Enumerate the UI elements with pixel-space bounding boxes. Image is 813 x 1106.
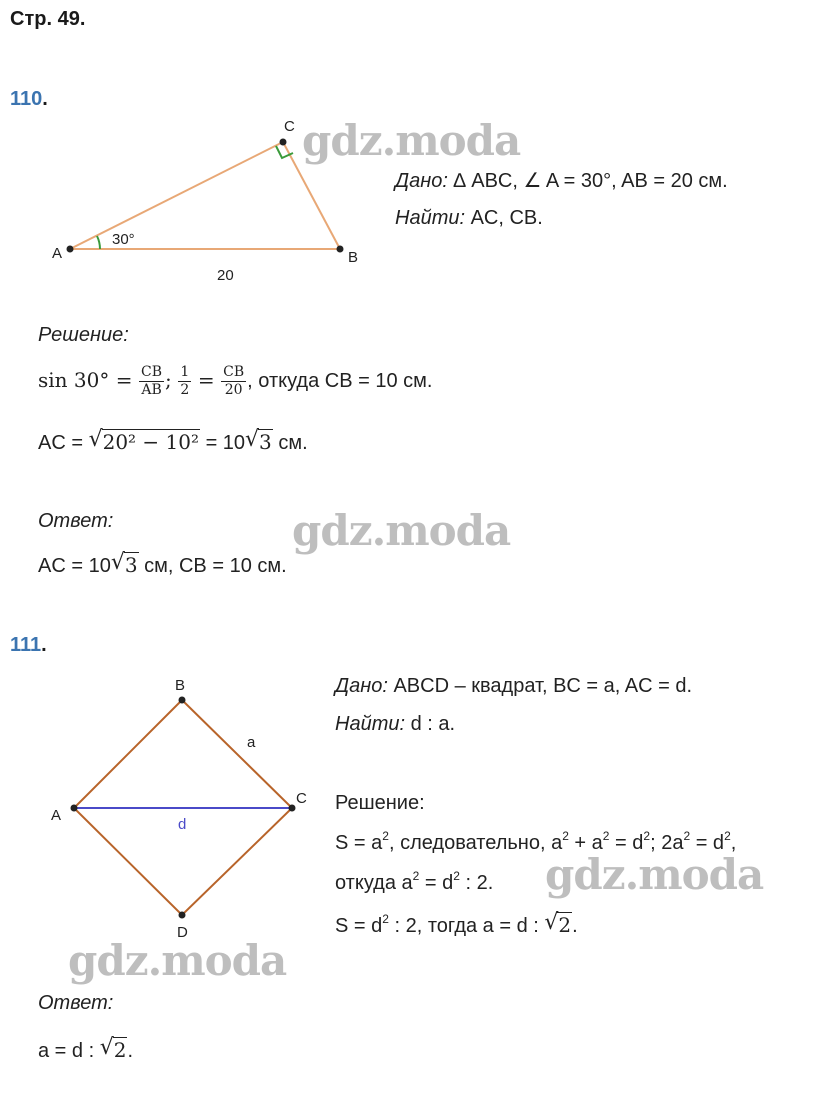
exponent: 2	[683, 829, 691, 843]
answer-text: .	[127, 1040, 134, 1062]
page-header: Стр. 49.	[10, 8, 86, 30]
label-d: D	[177, 924, 188, 941]
solution-line-3	[335, 910, 578, 938]
numerator: 1	[180, 364, 190, 380]
exponent: 2	[412, 869, 420, 883]
solution-text: = d	[419, 872, 454, 894]
radicand: 2	[113, 1038, 127, 1062]
solution-text: ; 2a	[650, 832, 684, 854]
given-text: ABCD – квадрат, BC = a, AC = d.	[393, 675, 693, 697]
square-root: √ 20² − 10²	[88, 427, 199, 454]
watermark: gdz.moda	[545, 850, 764, 899]
fraction	[221, 364, 246, 399]
numerator: CB	[141, 364, 163, 380]
denominator: AB	[141, 382, 162, 398]
watermark: gdz.moda	[292, 506, 511, 555]
answer-line	[38, 550, 287, 578]
task-number-value: 111	[10, 634, 42, 656]
label-a: A	[52, 245, 63, 262]
point-a	[71, 805, 78, 812]
exponent: 2	[724, 829, 731, 843]
find-line	[335, 713, 455, 736]
find-label: Найти:	[335, 713, 406, 735]
label-c: C	[284, 118, 295, 135]
watermark: gdz.moda	[68, 936, 287, 985]
solution-label: Решение:	[38, 324, 129, 346]
solution-line-1	[38, 364, 432, 399]
diagonal-label: d	[178, 816, 187, 833]
exponent: 2	[602, 829, 610, 843]
point-b	[337, 246, 344, 253]
solution-label: Решение:	[335, 792, 425, 814]
answer-text: см, CB = 10 см.	[144, 555, 287, 577]
radicand: 2	[558, 913, 572, 937]
square-root: √ 3	[245, 427, 272, 454]
solution-text: : 2.	[459, 872, 494, 894]
solution-text: AC =	[38, 432, 84, 454]
label-b: B	[175, 677, 186, 694]
square-root: √ 2	[544, 910, 572, 937]
exponent: 2	[643, 829, 651, 843]
radicand: 3	[124, 553, 138, 577]
solution-text: = d	[609, 832, 644, 854]
answer-text: a = d :	[38, 1040, 95, 1062]
solution-text: = d	[690, 832, 725, 854]
solution-text: S = d	[335, 915, 383, 937]
solution-text: S = a	[335, 832, 383, 854]
point-a	[67, 246, 74, 253]
fraction	[139, 364, 164, 399]
solution-text: : 2, тогда a = d :	[388, 915, 539, 937]
find-line	[395, 207, 543, 230]
square-root: √ 3	[110, 550, 138, 577]
solution-text: откуда a	[335, 872, 413, 894]
fraction	[178, 364, 191, 399]
solution-text: .	[572, 915, 578, 937]
angle-arc	[97, 236, 100, 249]
label-b: B	[348, 249, 359, 266]
solution-text: см.	[278, 432, 308, 454]
given-text: ∆ ABC, ∠ A = 30°, AB = 20 см.	[453, 170, 728, 192]
point-d	[179, 912, 186, 919]
task-111-number: 111.	[10, 634, 47, 656]
solution-line-2	[335, 869, 494, 895]
side-ac	[70, 142, 283, 249]
numerator: CB	[223, 364, 245, 380]
exponent: 2	[382, 829, 389, 843]
equals-sign: =	[197, 367, 215, 392]
find-text: AC, CB.	[470, 207, 543, 229]
radicand: 20² − 10²	[102, 430, 199, 454]
answer-label: Ответ:	[38, 992, 114, 1014]
answer-line	[38, 1035, 134, 1063]
task-110-number: 110.	[10, 88, 48, 110]
point-b	[179, 697, 186, 704]
denominator: 2	[180, 382, 190, 398]
exponent: 2	[453, 869, 460, 883]
square-root: √ 2	[99, 1035, 127, 1062]
given-label: Дано:	[335, 675, 388, 697]
watermark: gdz.moda	[302, 116, 521, 165]
sin-expression: sin 30° =	[38, 367, 133, 392]
label-a: A	[51, 807, 62, 824]
side-label: 20	[217, 267, 234, 284]
exponent: 2	[382, 912, 389, 926]
given-line	[395, 168, 728, 193]
answer-label: Ответ:	[38, 510, 114, 532]
solution-text: = 10	[205, 432, 246, 454]
angle-label: 30°	[112, 231, 135, 248]
task-number-value: 110	[10, 88, 43, 110]
given-line	[335, 675, 692, 698]
exponent: 2	[562, 829, 569, 843]
given-label: Дано:	[395, 170, 448, 192]
point-c	[280, 139, 287, 146]
answer-text: AC = 10	[38, 555, 111, 577]
semicolon: ;	[165, 367, 172, 392]
point-c	[289, 805, 296, 812]
denominator: 20	[224, 382, 243, 398]
solution-text: , откуда CB = 10 см.	[247, 369, 433, 392]
find-text: d : a.	[410, 713, 456, 735]
solution-text: ,	[730, 832, 737, 854]
side-label: a	[247, 734, 256, 751]
solution-line-2	[38, 427, 308, 455]
solution-text: , следовательно, a	[388, 832, 563, 854]
label-c: C	[296, 790, 307, 807]
find-label: Найти:	[395, 207, 466, 229]
radicand: 3	[259, 430, 272, 454]
solution-text: + a	[568, 832, 603, 854]
